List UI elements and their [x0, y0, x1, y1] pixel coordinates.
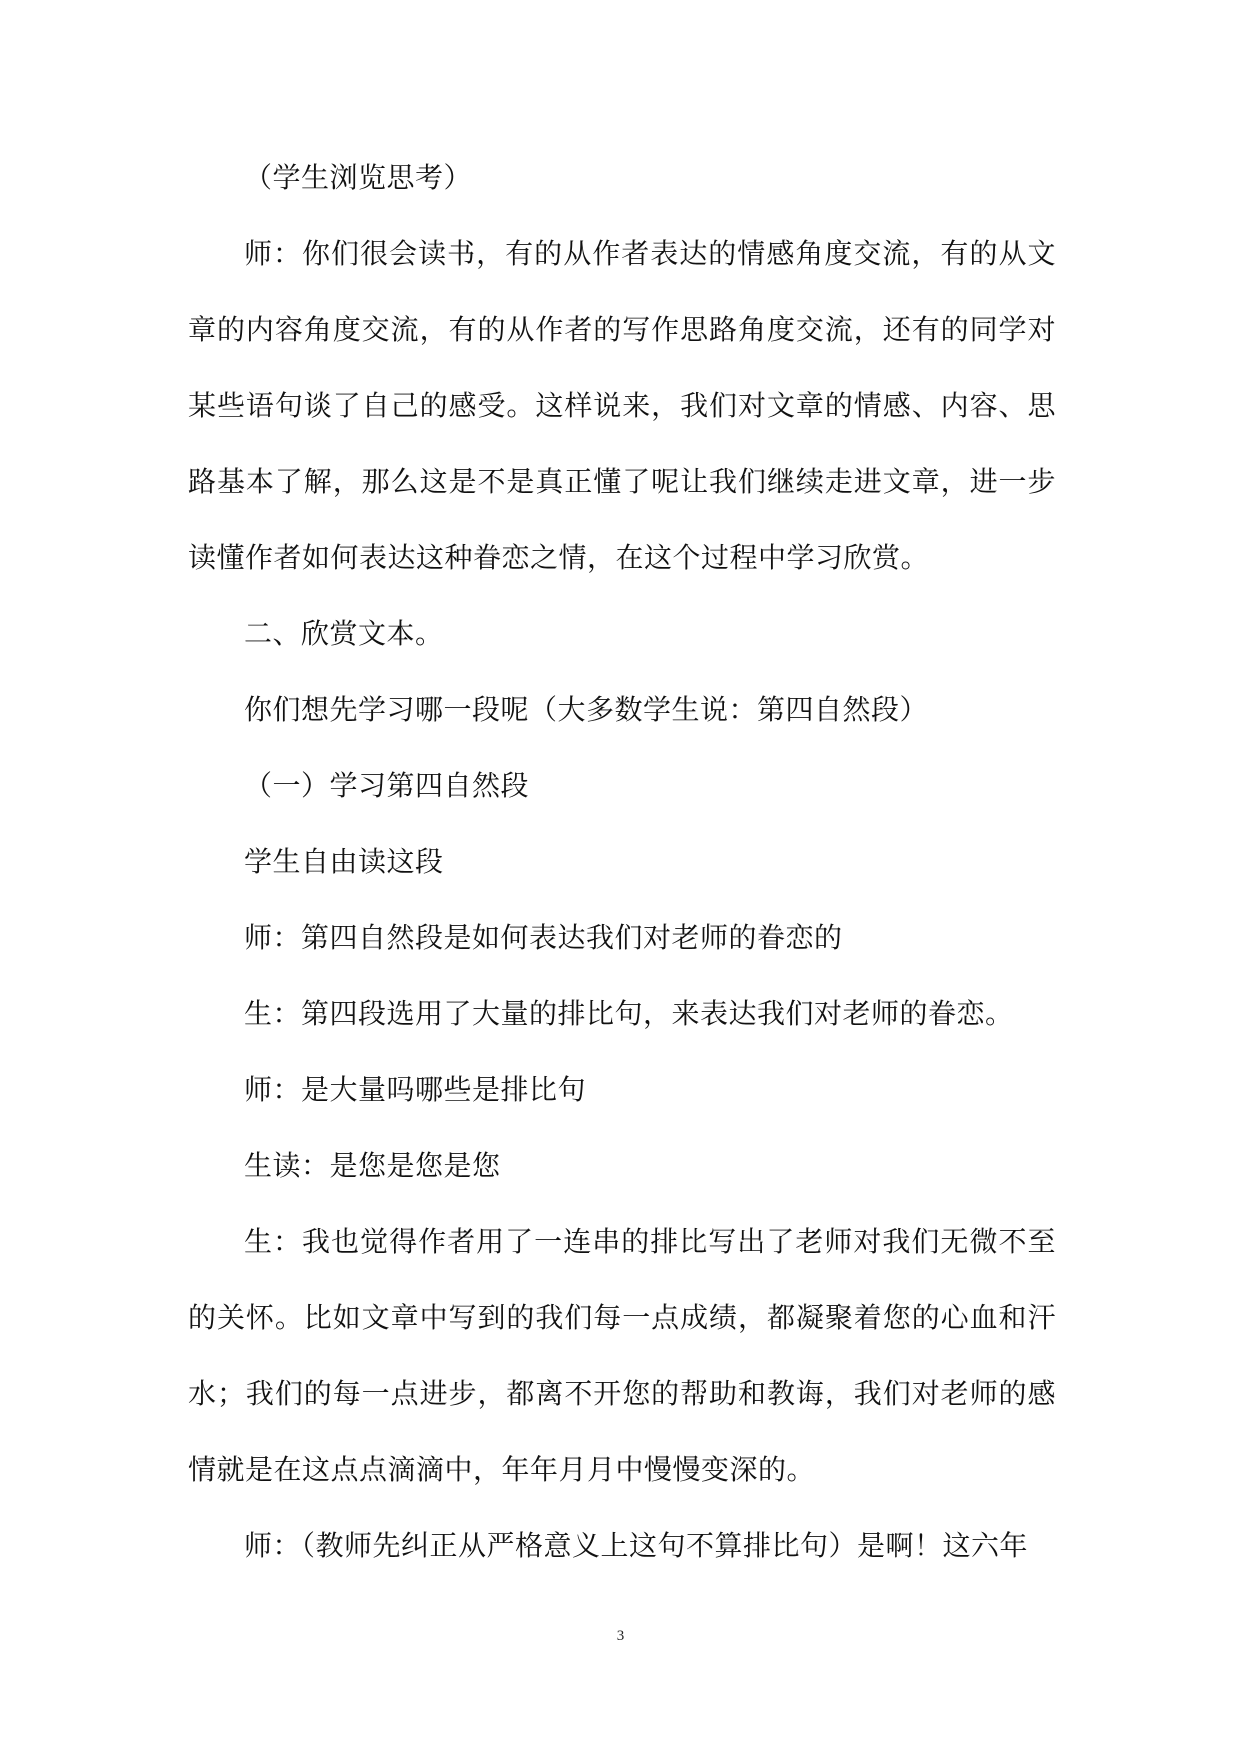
page-number: 3: [616, 1628, 625, 1644]
paragraph-which-section: 你们想先学习哪一段呢（大多数学生说：第四自然段）: [244, 693, 929, 726]
subsection-heading-fourth-paragraph: （一）学习第四自然段: [244, 769, 530, 802]
paragraph-student-browse: （学生浏览思考）: [244, 161, 473, 194]
paragraph-teacher-summary: 师：你们很会读书，有的从作者表达的情感角度交流，有的从文章的内容角度交流，有的从作者的写作思路角度交流，还有的同学对某些语句谈了自己的感受。这样说来，我们对文章的情感、内容、思路基本了解，那么这是不是真正懂了呢让我们继续走进文章，进一步读懂作者如何表达这种眷恋之情，在这个过程中学习欣赏。: [188, 237, 1056, 574]
paragraph-teacher-followup: 师：是大量吗哪些是排比句: [244, 1073, 587, 1106]
paragraph-student-reads: 生读：是您是您是您: [244, 1149, 501, 1182]
paragraph-teacher-correction: 师：（教师先纠正从严格意义上这句不算排比句）是啊！这六年: [244, 1529, 1029, 1562]
paragraph-teacher-question: 师：第四自然段是如何表达我们对老师的眷恋的: [244, 921, 843, 954]
section-heading-appreciate-text: 二、欣赏文本。: [244, 617, 444, 650]
document-body: [188, 140, 1056, 1584]
paragraph-free-reading: 学生自由读这段: [244, 845, 444, 878]
paragraph-student-answer: 生：第四段选用了大量的排比句，来表达我们对老师的眷恋。: [244, 997, 1014, 1030]
paragraph-student-elaboration: 生：我也觉得作者用了一连串的排比写出了老师对我们无微不至的关怀。比如文章中写到的我们每一点成绩，都凝聚着您的心血和汗水；我们的每一点进步，都离不开您的帮助和教诲，我们对老师的感情就是在这点点滴滴中，年年月月中慢慢变深的。: [188, 1225, 1056, 1486]
